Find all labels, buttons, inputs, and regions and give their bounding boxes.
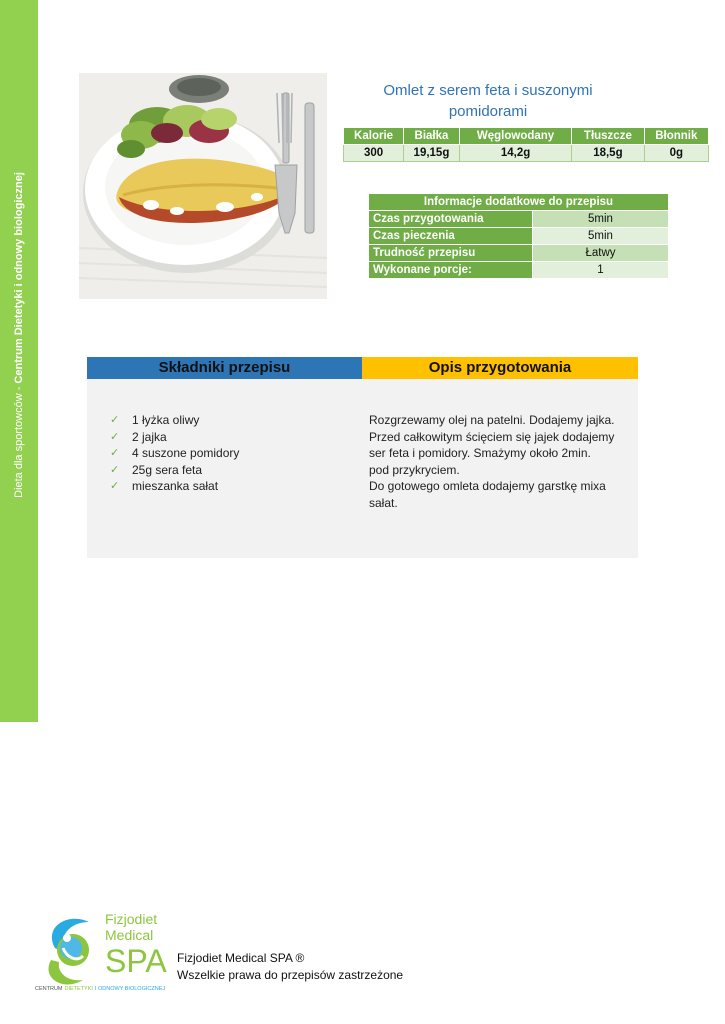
list-item — [110, 462, 239, 479]
info-value-difficulty: Łatwy — [533, 245, 669, 262]
info-label-servings: Wykonane porcje: — [369, 262, 533, 279]
recipe-title-line1: Omlet z serem feta i suszonymi — [383, 82, 593, 99]
checkmark-icon: ✓ — [110, 447, 120, 459]
preparation-heading: Opis przygotowania — [362, 357, 638, 379]
checkmark-icon: ✓ — [110, 480, 120, 492]
logo-word-medical: Medical — [105, 927, 154, 943]
info-label-bake-time: Czas pieczenia — [369, 228, 533, 245]
preparation-line: ser feta i pomidory. Smażymy około 2min. — [369, 446, 591, 460]
info-table — [368, 193, 669, 279]
ingredient-text: 4 suszone pomidory — [132, 446, 240, 460]
preparation-line: Rozgrzewamy olej na patelni. Dodajemy jajka. — [369, 413, 615, 427]
nutrition-value-row — [344, 145, 709, 162]
checkmark-icon: ✓ — [110, 463, 120, 476]
info-row — [369, 228, 669, 245]
info-value-bake-time: 5min — [533, 228, 669, 245]
info-value-prep-time: 5min — [533, 211, 669, 228]
info-row — [369, 262, 669, 279]
ingredients-list — [110, 412, 239, 495]
logo-tagline — [35, 986, 165, 992]
ingredient-text: 1 łyżka oliwy — [132, 413, 200, 427]
footer-brand: Fizjodiet Medical SPA ® — [177, 951, 305, 965]
logo-word-spa: SPA — [105, 943, 167, 979]
preparation-line: pod przykryciem. — [369, 462, 460, 477]
ingredient-text: 25g sera feta — [132, 462, 203, 477]
checkmark-icon: ✓ — [110, 430, 120, 443]
footer — [177, 950, 403, 984]
ingredient-text: 2 jajka — [132, 429, 167, 444]
sidebar-caption-prefix: Dieta dla sportowców - — [13, 383, 25, 498]
nutrition-header-fiber: Błonnik — [644, 128, 708, 145]
list-item — [110, 412, 239, 429]
logo-tagline-part2: DIETETYKI — [64, 986, 93, 992]
ingredients-heading: Składniki przepisu — [87, 357, 362, 379]
info-value-servings: 1 — [533, 262, 669, 279]
nutrition-value-carbs: 14,2g — [459, 145, 571, 162]
recipe-photo — [79, 73, 327, 299]
omelette-photo-illustration — [79, 73, 327, 299]
preparation-text — [369, 412, 631, 511]
checkmark-icon: ✓ — [110, 414, 120, 426]
sidebar — [0, 0, 38, 722]
info-row — [369, 211, 669, 228]
sidebar-caption-bold: Centrum Dietetyki i odnowy biologicznej — [13, 172, 25, 384]
recipe-title — [346, 80, 630, 122]
nutrition-value-calories: 300 — [344, 145, 404, 162]
nutrition-header-fat: Tłuszcze — [572, 128, 644, 145]
recipe-title-line2: pomidorami — [448, 103, 528, 120]
nutrition-table — [343, 127, 709, 162]
footer-copyright: Wszelkie prawa do przepisów zastrzeżone — [177, 968, 404, 982]
nutrition-value-fat: 18,5g — [572, 145, 644, 162]
preparation-line: Do gotowego omleta dodajemy garstkę mixa — [369, 479, 606, 493]
list-item — [110, 445, 239, 462]
ingredient-text: mieszanka sałat — [132, 479, 219, 493]
nutrition-header-row — [344, 128, 709, 145]
list-item — [110, 429, 239, 446]
info-label-difficulty: Trudność przepisu — [369, 245, 533, 262]
brand-logo — [33, 908, 173, 994]
nutrition-value-protein: 19,15g — [404, 145, 460, 162]
preparation-line: Przed całkowitym ścięciem się jajek dodajemy — [369, 429, 615, 444]
preparation-line: sałat. — [369, 495, 398, 510]
sidebar-caption — [13, 172, 25, 498]
logo-word-fizjodiet: Fizjodiet — [105, 911, 158, 927]
logo-mark-icon — [33, 908, 173, 994]
logo-tagline-part1: CENTRUM — [35, 986, 63, 992]
info-row — [369, 245, 669, 262]
list-item — [110, 478, 239, 495]
nutrition-value-fiber: 0g — [644, 145, 708, 162]
info-header: Informacje dodatkowe do przepisu — [369, 194, 669, 211]
nutrition-header-protein: Białka — [404, 128, 460, 145]
logo-tagline-part3: I ODNOWY BIOLOGICZNEJ — [94, 986, 166, 992]
info-label-prep-time: Czas przygotowania — [369, 211, 533, 228]
nutrition-header-carbs: Węglowodany — [459, 128, 571, 145]
nutrition-header-calories: Kalorie — [344, 128, 404, 145]
info-header-row — [369, 194, 669, 211]
